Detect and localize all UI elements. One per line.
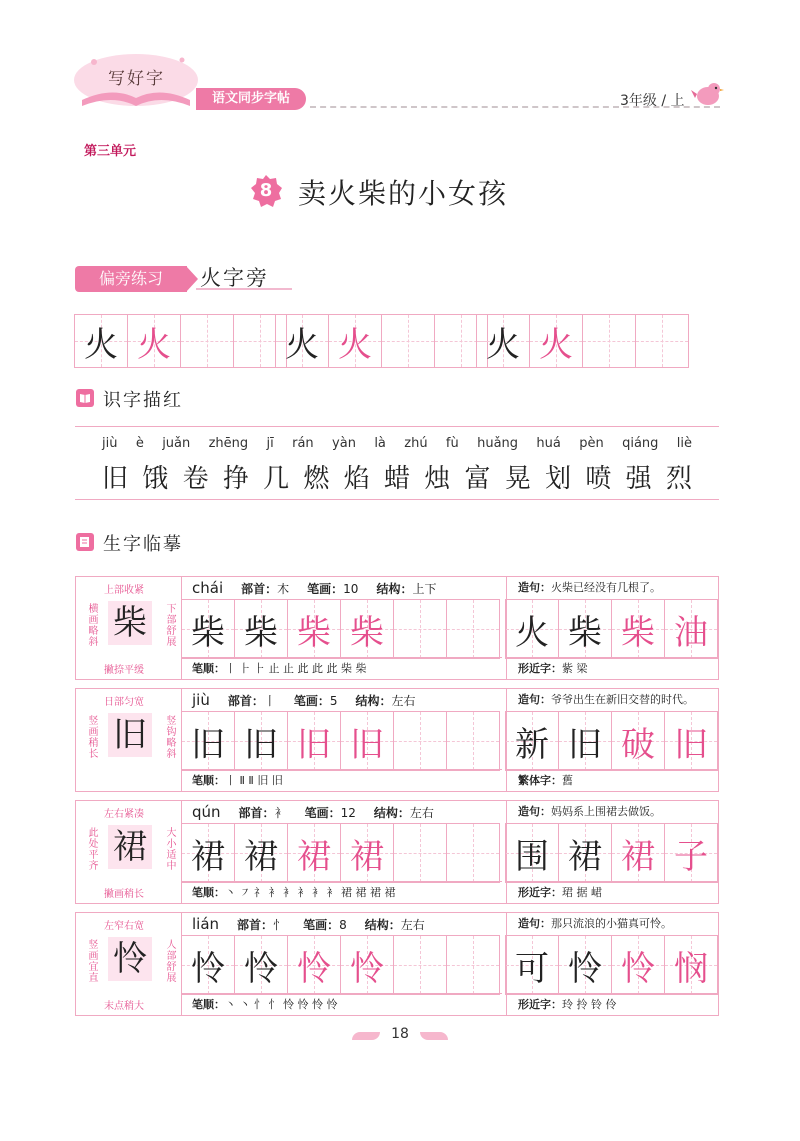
radical-info [241, 580, 289, 597]
grid-cell[interactable] [180, 314, 234, 368]
radical-underline [196, 288, 292, 290]
grid-cell[interactable] [611, 823, 665, 883]
grid-cell[interactable] [611, 711, 665, 771]
example-char: 怜 [621, 948, 655, 989]
tip-top: 上部收紧 [104, 585, 144, 596]
pinyin: zhú [404, 436, 428, 451]
grid-cell[interactable] [127, 314, 181, 368]
grid-cell[interactable] [505, 823, 559, 883]
radical-grid-3 [477, 314, 689, 368]
hanzi: 蜡 [383, 464, 410, 494]
example-char: 旧 [568, 724, 602, 765]
radical-info [239, 804, 287, 821]
value: 丶 ㇇ 礻 衤 衤 衤 衤 衤 裙 裙 裙 裙 [225, 886, 396, 899]
tip-top: 左右紧凑 [104, 809, 144, 820]
tip-right: 下部舒展 [164, 603, 175, 647]
tip-bottom: 末点稍大 [104, 1001, 144, 1012]
model-char: 裙 [108, 825, 152, 869]
grid-cell[interactable] [558, 711, 612, 771]
trace-char: 裙 [297, 836, 331, 877]
char-pinyin: lián [192, 915, 220, 933]
pinyin-row [102, 436, 692, 451]
pinyin: huǎng [477, 436, 519, 451]
value: 5 [329, 694, 338, 708]
grid-cell[interactable] [287, 823, 341, 883]
example-grid [506, 935, 718, 995]
tip-left: 此处平齐 [86, 827, 97, 871]
copy-char: 裙 [244, 836, 278, 877]
grid-cell[interactable] [611, 599, 665, 659]
example-char: 旧 [674, 724, 708, 765]
value: 8 [339, 918, 347, 932]
practice-grid [182, 935, 500, 995]
value: 上下 [412, 582, 437, 596]
tip-bottom: 撇捺平缓 [104, 665, 144, 676]
trace-char: 裙 [350, 836, 384, 877]
lesson-number: 8 [259, 180, 273, 201]
example-char: 可 [515, 948, 549, 989]
pinyin: zhēng [208, 436, 249, 451]
hanzi: 卷 [182, 464, 209, 494]
blank-char [394, 600, 446, 658]
char-card [75, 576, 719, 680]
label: 结构： [373, 806, 410, 820]
example-char: 裙 [568, 836, 602, 877]
hanzi: 烛 [424, 464, 451, 494]
label: 结构： [376, 582, 413, 596]
pinyin: è [135, 436, 144, 451]
grid-cell[interactable] [234, 823, 288, 883]
value: 妈妈系上围裙去做饭。 [551, 805, 661, 818]
grid-cell[interactable] [611, 935, 665, 995]
stroke-order [182, 993, 502, 1015]
series-label: 语文同步字帖 [196, 88, 306, 110]
grid-cell[interactable] [393, 935, 447, 995]
grid-cell[interactable] [664, 935, 718, 995]
label: 部首： [237, 918, 274, 932]
char-pinyin: chái [192, 579, 224, 597]
value: 那只流浪的小猫真可怜。 [551, 917, 672, 930]
radical-info [228, 692, 276, 709]
copy-char: 柴 [244, 612, 278, 653]
grid-cell[interactable] [181, 711, 235, 771]
label: 笔画： [307, 582, 344, 596]
stroke-info [307, 580, 358, 597]
grid-cell[interactable] [287, 599, 341, 659]
grid-cell[interactable] [446, 935, 500, 995]
tip-right: 大小适中 [164, 827, 175, 871]
radical-name: 火字旁 [200, 266, 269, 290]
hanzi: 几 [263, 464, 290, 494]
blank-char [394, 824, 446, 882]
hanzi: 燃 [303, 464, 330, 494]
grid-cell[interactable] [340, 823, 394, 883]
copy-char: 旧 [244, 724, 278, 765]
sentence [518, 803, 661, 819]
copy-char: 怜 [244, 948, 278, 989]
pinyin: rán [292, 436, 314, 451]
value: 火柴已经没有几根了。 [551, 581, 661, 594]
value: 左右 [409, 806, 434, 820]
example-char: 悯 [674, 948, 708, 989]
grid-cell[interactable] [558, 935, 612, 995]
practice-grid [182, 711, 500, 771]
label: 形近字： [518, 662, 562, 675]
example-char: 怜 [568, 948, 602, 989]
copy-char: 柴 [191, 612, 225, 653]
model-char: 柴 [108, 601, 152, 645]
pinyin: pèn [579, 436, 604, 451]
grid-cell[interactable] [476, 314, 530, 368]
char-model [76, 801, 182, 903]
char-info [192, 579, 436, 597]
book-open-icon [76, 389, 94, 407]
hanzi: 饿 [142, 464, 169, 494]
label: 笔顺： [192, 886, 225, 899]
grid-cell[interactable] [664, 711, 718, 771]
radical-info [237, 916, 285, 933]
pinyin: juǎn [162, 436, 191, 451]
label: 笔画： [293, 694, 330, 708]
trace-char: 柴 [297, 612, 331, 653]
value: 左右 [400, 918, 425, 932]
grid-cell[interactable] [558, 823, 612, 883]
tip-top: 左窄右宽 [104, 921, 144, 932]
label: 笔顺： [192, 662, 225, 675]
label: 部首： [241, 582, 278, 596]
pinyin: là [374, 436, 386, 451]
char-pinyin: jiù [192, 691, 210, 709]
stroke-info [294, 692, 338, 709]
blank-char [394, 712, 446, 770]
grid-cell[interactable] [234, 599, 288, 659]
hanzi: 强 [625, 464, 652, 494]
grid-cell[interactable] [393, 823, 447, 883]
practice-grid [182, 599, 500, 659]
value: 10 [343, 582, 359, 596]
tip-right: 人部舒展 [164, 939, 175, 983]
radical-grid-2 [276, 314, 488, 368]
grid-cell[interactable] [74, 314, 128, 368]
example-grid [506, 711, 718, 771]
lesson-title: 卖火柴的小女孩 [298, 177, 509, 210]
grid-cell[interactable] [234, 711, 288, 771]
label: 笔顺： [192, 998, 225, 1011]
label: 造句： [518, 693, 551, 706]
tip-bottom: 撇画稍长 [104, 889, 144, 900]
example-char: 新 [515, 724, 549, 765]
grid-cell[interactable] [393, 599, 447, 659]
grade-label: 3年级 / 上 [620, 93, 685, 109]
char-card [75, 800, 719, 904]
label: 笔画： [303, 918, 340, 932]
radical-char: 火 [84, 324, 118, 365]
similar-chars [506, 881, 718, 903]
traditional-char [506, 769, 718, 791]
label: 结构： [355, 694, 392, 708]
grid-cell[interactable] [328, 314, 382, 368]
tip-top: 日部匀宽 [104, 697, 144, 708]
radical-char: 火 [285, 324, 319, 365]
grid-cell[interactable] [664, 599, 718, 659]
pinyin: qiáng [622, 436, 659, 451]
grid-cell[interactable] [446, 711, 500, 771]
hanzi: 焰 [343, 464, 370, 494]
stroke-order [182, 657, 502, 679]
hanzi: 喷 [585, 464, 612, 494]
hanzi: 晃 [504, 464, 531, 494]
value: 12 [340, 806, 356, 820]
pinyin: huá [536, 436, 561, 451]
hanzi: 划 [545, 464, 572, 494]
pinyin: fù [445, 436, 459, 451]
radical-char: 火 [486, 324, 520, 365]
hanzi: 烈 [665, 464, 692, 494]
label: 形近字： [518, 886, 562, 899]
hanzi-row [102, 458, 692, 495]
label: 部首： [238, 806, 275, 820]
trace-char: 怜 [297, 948, 331, 989]
grid-cell[interactable] [446, 823, 500, 883]
grid-cell[interactable] [181, 823, 235, 883]
label: 造句： [518, 917, 551, 930]
hanzi: 旧 [102, 464, 129, 494]
example-grid [506, 599, 718, 659]
radical-trace: 火 [338, 324, 372, 365]
structure-info [356, 692, 416, 709]
pencil-note-icon [76, 533, 94, 551]
value: 左右 [391, 694, 416, 708]
example-char: 破 [621, 724, 655, 765]
stroke-info [305, 804, 356, 821]
tip-left: 竖画宜直 [86, 939, 97, 983]
sentence [518, 579, 661, 595]
grid-cell[interactable] [340, 935, 394, 995]
leaf-right-icon [420, 1032, 448, 1040]
grid-cell[interactable] [275, 314, 329, 368]
grid-cell[interactable] [529, 314, 583, 368]
model-char: 旧 [108, 713, 152, 757]
tip-right: 竖钩略斜 [164, 715, 175, 759]
structure-info [365, 916, 425, 933]
label: 部首： [227, 694, 264, 708]
pinyin: jiù [102, 436, 118, 451]
char-card [75, 912, 719, 1016]
grid-cell[interactable] [505, 599, 559, 659]
value: 爷爷出生在新旧交替的时代。 [551, 693, 694, 706]
practice-grid [182, 823, 500, 883]
copy-char: 怜 [191, 948, 225, 989]
value: 珺 据 峮 [562, 886, 602, 899]
label: 造句： [518, 805, 551, 818]
example-char: 油 [674, 612, 708, 653]
unit-label: 第三单元 [84, 144, 137, 159]
char-pinyin: qún [192, 803, 221, 821]
pinyin: yàn [332, 436, 356, 451]
example-char: 火 [515, 612, 549, 653]
blank-char [394, 936, 446, 994]
leaf-left-icon [352, 1032, 380, 1040]
example-grid [506, 823, 718, 883]
tip-left: 竖画稍长 [86, 715, 97, 759]
char-model [76, 913, 182, 1015]
stroke-order [182, 769, 502, 791]
pinyin: jī [266, 436, 274, 451]
trace-char: 旧 [297, 724, 331, 765]
example-char: 柴 [621, 612, 655, 653]
value: 丨 ⺊ ⺊ 止 止 此 此 此 柴 柴 [225, 662, 367, 675]
value: 舊 [562, 774, 573, 787]
grid-cell[interactable] [558, 599, 612, 659]
label: 笔顺： [192, 774, 225, 787]
grid-cell[interactable] [287, 935, 341, 995]
hanzi: 富 [464, 464, 491, 494]
example-char: 裙 [621, 836, 655, 877]
copy-char: 旧 [191, 724, 225, 765]
grid-cell[interactable] [505, 935, 559, 995]
stroke-order [182, 881, 502, 903]
char-info [192, 915, 425, 933]
char-model [76, 689, 182, 791]
similar-chars [506, 657, 718, 679]
radical-grid-1 [75, 314, 287, 368]
value: 丨 [263, 694, 276, 708]
sentence [518, 691, 694, 707]
grid-cell[interactable] [287, 711, 341, 771]
copy-char: 裙 [191, 836, 225, 877]
label: 繁体字： [518, 774, 562, 787]
model-char: 怜 [108, 937, 152, 981]
grid-cell[interactable] [234, 935, 288, 995]
grid-cell[interactable] [446, 599, 500, 659]
stroke-info [303, 916, 347, 933]
bird-icon [690, 78, 724, 108]
value: 丶 丶 忄 忄 怜 怜 怜 怜 [225, 998, 338, 1011]
grid-cell[interactable] [181, 935, 235, 995]
structure-info [374, 804, 434, 821]
example-char: 子 [674, 836, 708, 877]
grid-cell[interactable] [181, 599, 235, 659]
value: 忄 [273, 918, 286, 932]
structure-info [376, 580, 436, 597]
grid-cell[interactable] [635, 314, 689, 368]
value: 玲 拎 铃 伶 [562, 998, 617, 1011]
grid-cell[interactable] [582, 314, 636, 368]
char-card [75, 688, 719, 792]
example-char: 柴 [568, 612, 602, 653]
page-number: 18 [391, 1026, 409, 1042]
trace-char: 柴 [350, 612, 384, 653]
value: 木 [277, 582, 290, 596]
tip-left: 横画略斜 [86, 603, 97, 647]
trace-char: 旧 [350, 724, 384, 765]
label: 结构： [364, 918, 401, 932]
radical-practice-tag: 偏旁练习 [75, 266, 187, 292]
sentence [518, 915, 672, 931]
label: 造句： [518, 581, 551, 594]
radical-trace: 火 [137, 324, 171, 365]
value: 丨 Ⅱ Ⅱ 旧 旧 [225, 774, 283, 787]
example-char: 围 [515, 836, 549, 877]
char-info [192, 803, 434, 821]
grid-cell[interactable] [340, 599, 394, 659]
grid-cell[interactable] [340, 711, 394, 771]
label: 笔画： [304, 806, 341, 820]
grid-cell[interactable] [505, 711, 559, 771]
value: 紫 梁 [562, 662, 588, 675]
grid-cell[interactable] [381, 314, 435, 368]
value: 衤 [274, 806, 287, 820]
radical-trace: 火 [539, 324, 573, 365]
label: 形近字： [518, 998, 562, 1011]
char-info [192, 691, 416, 709]
char-model [76, 577, 182, 679]
pinyin: liè [676, 436, 692, 451]
hanzi: 挣 [222, 464, 249, 494]
grid-cell[interactable] [664, 823, 718, 883]
similar-chars [506, 993, 718, 1015]
trace-char: 怜 [350, 948, 384, 989]
recognition-heading: 识字描红 [103, 390, 183, 411]
book-title: 写好字 [108, 69, 165, 89]
grid-cell[interactable] [393, 711, 447, 771]
copy-heading: 生字临摹 [103, 534, 183, 555]
